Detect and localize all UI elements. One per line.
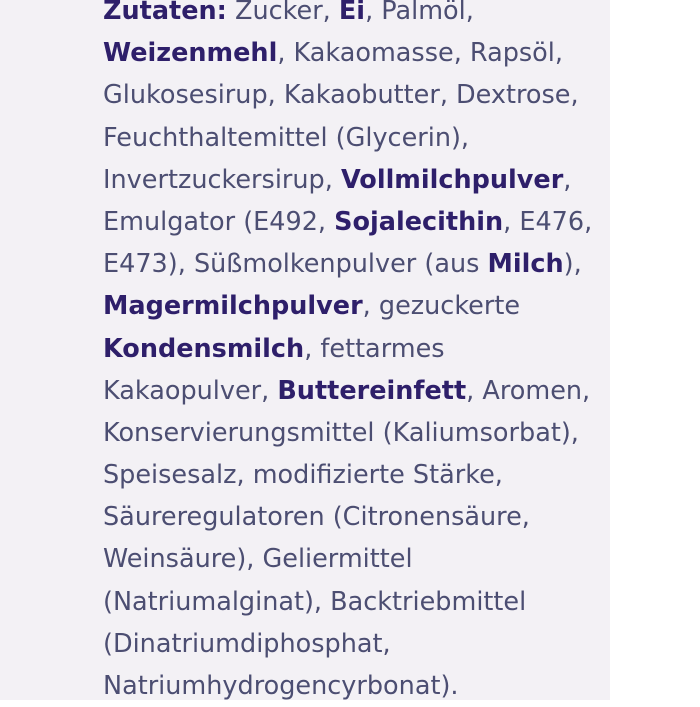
- ingredient-text: (Dinatriumdiphosphat,: [103, 628, 391, 659]
- ingredient-text: ,: [563, 164, 572, 195]
- ingredient-text: Zucker,: [226, 0, 339, 26]
- ingredient-line: [103, 665, 603, 707]
- allergen-text: Buttereinfett: [277, 375, 467, 406]
- ingredient-line: [103, 581, 603, 623]
- ingredient-line: [103, 201, 603, 243]
- allergen-text: Magermilchpulver: [103, 291, 363, 322]
- allergen-text: Sojalecithin: [334, 206, 504, 237]
- ingredient-text: , gezuckerte: [362, 291, 521, 322]
- ingredient-line: [103, 412, 603, 454]
- ingredient-line: [103, 496, 603, 538]
- allergen-text: Vollmilchpulver: [340, 164, 564, 195]
- ingredient-line: [103, 117, 603, 159]
- ingredient-line: [103, 623, 603, 665]
- ingredient-text: Kakaopulver,: [103, 375, 278, 406]
- ingredient-text: , E476,: [503, 206, 593, 237]
- ingredient-line: [103, 538, 603, 580]
- ingredient-line: [103, 159, 603, 201]
- allergen-text: Zutaten:: [103, 0, 227, 26]
- ingredient-line: [103, 454, 603, 496]
- allergen-text: Weizenmehl: [103, 38, 278, 69]
- ingredient-line: [103, 370, 603, 412]
- ingredient-text: E473), Süßmolkenpulver (aus: [103, 249, 488, 280]
- ingredient-text: Säureregulatoren (Citronensäure,: [103, 502, 530, 533]
- ingredient-text: Emulgator (E492,: [103, 206, 335, 237]
- ingredient-line: [103, 328, 603, 370]
- ingredient-text: Invertzuckersirup,: [103, 164, 341, 195]
- ingredient-text: Glukosesirup, Kakaobutter, Dextrose,: [103, 80, 579, 111]
- ingredient-line: [103, 285, 603, 327]
- ingredient-text: Natriumhydrogencyrbonat).: [103, 671, 459, 701]
- ingredient-line: [103, 32, 603, 74]
- ingredient-list: [103, 0, 603, 707]
- ingredient-text: Konservierungsmittel (Kaliumsorbat),: [103, 417, 579, 448]
- ingredient-text: ),: [563, 249, 582, 280]
- ingredient-text: , fettarmes: [304, 333, 445, 364]
- ingredient-line: [103, 0, 603, 32]
- allergen-text: Milch: [487, 249, 564, 280]
- ingredient-text: , Palmöl,: [365, 0, 474, 26]
- ingredient-text: , Aromen,: [466, 375, 591, 406]
- ingredient-line: [103, 74, 603, 116]
- ingredient-text: Weinsäure), Geliermittel: [103, 544, 413, 575]
- ingredient-line: [103, 243, 603, 285]
- allergen-text: Kondensmilch: [103, 333, 305, 364]
- ingredient-text: Feuchthaltemittel (Glycerin),: [103, 122, 470, 153]
- ingredient-text: Speisesalz, modifizierte Stärke,: [103, 460, 503, 491]
- allergen-text: Ei: [338, 0, 366, 26]
- ingredient-text: (Natriumalginat), Backtriebmittel: [103, 586, 527, 617]
- ingredient-text: , Kakaomasse, Rapsöl,: [277, 38, 563, 69]
